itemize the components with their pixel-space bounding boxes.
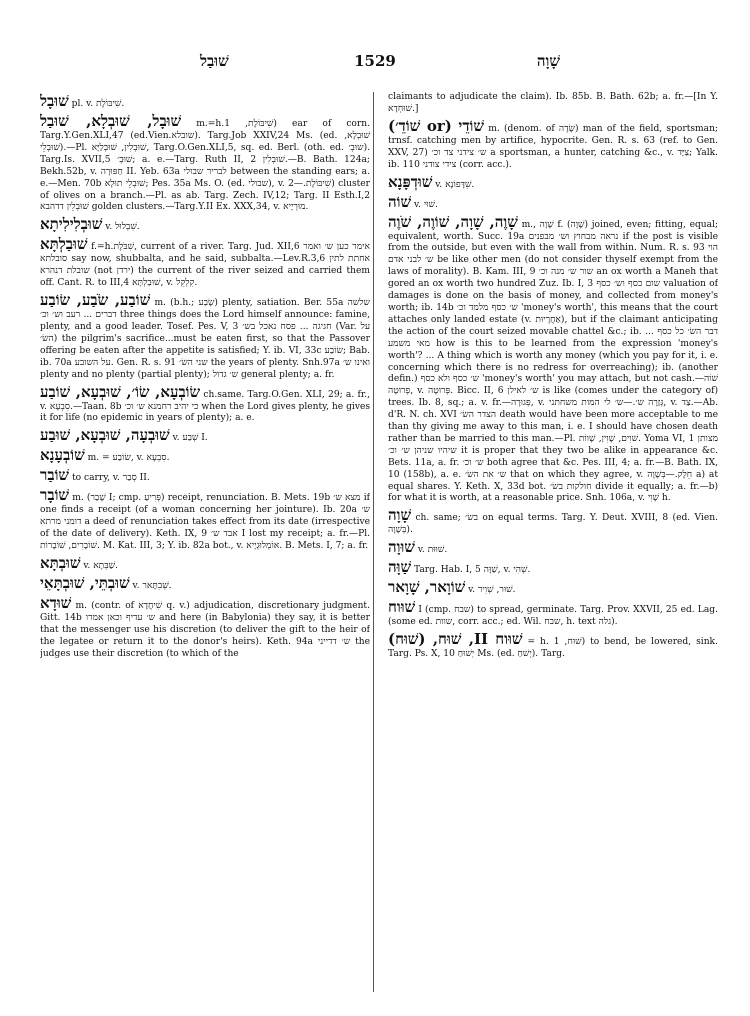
dictionary-entry <box>40 383 370 426</box>
entry-definition: f.=h.שִׁבֹּלֶת, current of a river. Targ. Jud. XII,6 אימר כען ש׳ ואמר סובלתא say now, shubbalta, and he said, subbalta.—Lev.R.3,6 אחתת לתין שובלת דנהרא (not ירדן) the current of the river seized and carried them off. Cant. R. to III,4 שׁוּבַלְתָּא, v. קִלְקֵל. <box>40 242 370 289</box>
entry-headword: שׁוּבְעָה, שׁוּבְעָא, שׁוּבַע <box>40 426 170 445</box>
entry-definition: ch.same. Targ.O.Gen. XLI, 29; a. fr., v. סִבְעָא.—Taan. 8b כי יהיב רחמנא ש׳ וכ׳ when the Lord gives plenty, he gives it for life (no epidemic in years of plenty); a. e. <box>40 389 370 424</box>
entry-headword: שׁוּבָל, שׁוּבְלָא, שׁוּבַל <box>40 112 182 130</box>
entry-headword: שׁוּבַלְתָּא <box>40 235 88 254</box>
entry-headword: שׁוּבְתֵּי, שׁוּבְתָּאֵי <box>40 573 130 592</box>
entry-definition: v. שַׁבְּתָא. <box>83 560 118 571</box>
entry-headword: שׁוּדָא <box>40 593 72 612</box>
entry-definition: = h. שׁוּח, 1) to bend, be lowered, sink. Targ. Ps. X, 10 יְשׁוּחַ Ms. (ed. יְשׁחַ). Targ. <box>388 637 718 660</box>
right-column <box>388 92 718 992</box>
entry-definition: m., שָׁוָה f. (שָׁוָה) joined, even; fitting, equal; equivalent, worth. Succ. 19a נראה מבחוץ וש׳ מבפנים if the post is visible from the outside, but even with the wall from within. Num. R. s. 93 הוי ש׳ לבני אדם be like other men (do not consider thyself exempt from the laws of morality). B. Kam. III, 9 שור ש׳ מנה וכ׳ an ox worth a Maneh that gored an ox worth two hundred Zuz. Ib. I, 3 שום כסף וש׳ כסף valuation of damages is done on the basis of money, and collected from money's worth; ib. 14b ש׳ כסף מלמד וכ׳ 'money's worth', this means that the court attaches only landed estate (v. אַחֲרָיוּת), but if the claimant anticipating the action of the court seized movable chattel &c.; ib. ... דבר השׂ׳ כל כסף מאי משמע how is this to be learned from the expression 'money's worth'? ... A thing which is worth any money (which you pay for it, i. e. concerning which there is no redress for overreaching); ib. (another defin.) ש׳ כסף ולא כסף 'money's worth' you may attach, but not cash.—שׁוֹה פְרוּטָה, v. פְּרוּטָה. Bicc. II, 6 ש׳ לאילן is like (comes under the category of) trees. Ib. 8, sq.; a. v. fr.—פְּגוּרָה, v. גְּזַרָה ש׳.—ש׳ לי המות משחתני, v. צַד.—Ab. d'R. N. ch. XVI הצדר השׂ׳ death would have been more acceptable to me than thy giving me away to this man, i. e. I should have chosen death rather than be married to this man.—Pl. שׁוִים, שָׁוִין, שָׁווֹת. Yoma VI, 1 מצותן שיהיו שניהן ש׳ וכ׳ it is proper that they two be alike in appearance &c. Bets. 11a, a. fr. ש׳ וכ׳ both agree that &c. Pes. III, 4; a. fr.—B. Bath. IX, 10 (158b), a. e. ש׳ את השׂ׳ that on which they agree, v. חֵלֶק.—בְּשָׁוֶה a) at equal shares. Y. Keth. X, 33d bot. חולקות בשׂ׳ divide it equally; a. fr.—b) for what it is worth, at a reasonable price. Snh. 106a, v. שָׁוִי h. <box>388 219 718 504</box>
entry-definition: m. (b.h.; שָׂבַע) plenty, satiation. Ber. 55a שלשה דברים ... רעב וש׳ וכ׳ three things does the Lord himself announce: famine, plenty, and a good leader. Tosef. Pes. V, 3 חגיגה ... פסח נאכל בש׳ (Var. על השׂ׳) the pilgrim's sacrifice...must be eaten first, so that the Passover offering be eaten after the appetite is satisfied; Y. ib. VI, 33c שׂוֹבַע; Bab. ib. 70a על השובע. Gen. R. s. 91 שני השׂ׳ the years of plenty. Snh.97a ואינו ש׳ plenty and no plenty (partial plenty); ש׳ גדול general plenty; a. fr. <box>40 298 370 380</box>
dictionary-entry <box>40 112 370 214</box>
dictionary-entry <box>388 598 718 629</box>
dictionary-entry <box>388 538 718 557</box>
dictionary-entry <box>388 193 718 212</box>
page-number: 1529 <box>354 52 396 70</box>
entry-headword: שָׁוָה <box>388 506 412 525</box>
entry-headword: שׁוּוח II, שׁוּח, (שׁוּח) <box>388 630 523 649</box>
dictionary-entry <box>388 213 718 506</box>
dictionary-entry <box>388 558 718 577</box>
dictionary-entry <box>40 554 370 573</box>
entry-definition: m.=h.שִׁיבּוֹלֶת, 1) ear of corn. Targ.Y.Gen.XLI,47 (ed.Vien.שובלא). Targ.Job XXIV,24 Ms. (ed. שׁוּבְלָא, שׁוּבְלֵי).—Pl. שׁוּבְלִין, שׁוּבְלַיָּא, Targ.O.Gen.XLI,5, sq. ed. Berl. (oth. ed. שוּבְ׳). Targ.Is. XVII,5 שׁוּבְ׳; a. e.—Targ. Ruth II, 2 שׁוּבְלִין.—B. Bath. 124a; Bekh.52b, v. חַפּוּרָה II. Yeb. 63a לבריר שבולי between the standing ears; a. e.—Men. 70b שׁוּבְלֵי תוּלָא; Pes. 35a Ms. O. (ed. שבולי), v. שִׁיבּוֹלֶת.—2) cluster of olives on a branch.—Pl. as ab. Targ. Zech. IV,12; Targ. II Esth.I,2 שׁוּבְלֵין דדהבא golden clusters.—Targ.Y.II Ex. XXX,34, v. מוּרְיָיא. <box>40 119 370 213</box>
entry-headword: שׁוֹוָאר, שָׁוָאר <box>388 578 466 597</box>
dictionary-entry <box>388 630 718 661</box>
page-header <box>40 52 710 78</box>
entry-definition: pl. v. שִׁיבּוֹלֶת. <box>71 99 125 109</box>
dictionary-entry <box>388 578 718 597</box>
entry-definition: Targ. Hab. I, 5 שַׁוָּה, v. שְׁהִי. <box>414 565 531 576</box>
entry-headword: שׁוּבְלִילִיתָא <box>40 215 103 234</box>
entry-definition: v. שׁוּי. <box>414 199 438 210</box>
entry-headword: שׁוּבְתָּא <box>40 553 81 572</box>
dictionary-entry <box>40 486 370 553</box>
entry-definition: m. = שׂוֹבַע, v. סִבְעָא. <box>87 453 170 464</box>
dictionary-entry <box>388 506 718 537</box>
dictionary-entry <box>388 117 718 172</box>
entry-headword: שׁוּוח <box>388 598 416 617</box>
dictionary-entry <box>40 426 370 445</box>
entry-definition: v. שׁוּוּת. <box>417 545 448 556</box>
column-divider <box>373 92 374 992</box>
entry-headword: שׂוֹבְעָא, שׂוֹ׳, שׁוּבְעָא, שׁוֹבַע <box>40 382 201 401</box>
entry-definition: m. (שָׁבַר I; cmp. פְּרִיעַ) receipt, renunciation. B. Mets. 19b מצא ש׳ if one finds a receipt (of a woman concerning her jointure). Ib. 20a ש׳ דומני מרתא a deed of renunciation takes effect from its date (irrespective of the date of delivery). Keth. IX, 9 אבד ש׳ I lost my receipt; a. fr.—Pl. שׁוֹבָרִים, שׁוֹבָרוֹת. M. Kat. III, 3; Y. ib. 82a bot., v. אוֹמְלוּגְיָיא. B. Mets. I, 7; a. fr. <box>40 493 370 552</box>
entry-headword: שַׁוָּה <box>388 558 412 577</box>
dictionary-entry <box>40 215 370 234</box>
right-running-head: שָׁוָה <box>536 52 560 70</box>
dictionary-entry <box>40 446 370 465</box>
entry-headword: שׁוּבָל <box>40 92 69 110</box>
left-column <box>40 92 370 992</box>
left-running-head: שׁוּבַל <box>200 52 229 70</box>
entry-headword: שׁוּוָה <box>388 538 415 557</box>
entry-headword: שׁוֹבַר <box>40 466 70 485</box>
entry-headword: שׁוֹבַע, שֹׂבַע, שׂוֹבַע <box>40 291 151 310</box>
dictionary-entry <box>388 173 718 192</box>
entry-headword: שׁוֹה <box>388 192 412 211</box>
entry-definition: v. שִׁדָּפוֹנָא. <box>435 179 475 190</box>
entry-definition: v. שִׁבְלוּל. <box>105 222 140 233</box>
entry-definition: v. שְׁבִתָּאר. <box>132 580 172 591</box>
entry-headword: שָׁוֶה, שָׁוָה, שׁוֹוֶה, שֹׁוֶה <box>388 212 518 231</box>
entry-headword: שׁוֹבָר <box>40 486 70 505</box>
entry-definition: to carry, v. סְבַר II. <box>71 473 150 484</box>
dictionary-entry <box>40 466 370 485</box>
dictionary-entry <box>40 574 370 593</box>
entry-definition: m. (contr. of שִׁיחֲדָא q. v.) adjudication, discretionary judgment. Gitt. 14b ש׳ עדיף וכאן אמרו and here (in Babylonia) they say, it is better that the messenger use his discretion (to deliver the gift to the heir of the legatee or return it to the donor's heirs). Keth. 94a ש׳ דדייני the judges use their discretion (to which of the <box>40 600 370 659</box>
entry-definition: m. (denom. of שָׂדֶה) man of the field, sportsman; trnsf. catching men by artifice, hypocrite. Gen. R. s. 63 (ref. to Gen. XXV, 27) ש׳ צידני צד וכ׳ a sportsman, a hunter, catching &c., v. צַיָּד; Yalk. ib. 110 צידי צודני (corr. acc.). <box>388 123 718 170</box>
entry-headword: שׁוֹבְעָנָא <box>40 446 85 465</box>
dictionary-entry <box>40 594 370 661</box>
entry-definition: ch. same; בשׂ׳ on equal terms. Targ. Y. Deut. XVIII, 8 (ed. Vien. בְּשָׁוָה). <box>388 513 718 536</box>
entry-definition: v. שְׁבַע I. <box>172 433 208 444</box>
dictionary-entry <box>40 92 370 111</box>
entry-headword: שׁוּדְפָּנָא <box>388 172 433 191</box>
dictionary-entry <box>40 291 370 381</box>
entry-definition: I (cmp. שבח) to spread, germinate. Targ. Prov. XXVII, 25 ed. Lag. (some ed. שוות, corr. acc.; ed. Wil. שבח, h. text גלה). <box>388 605 718 628</box>
entry-definition: v. שׁוּר, שְׁוִיר. <box>468 585 516 596</box>
entry-definition: claimants to adjudicate the claim). Ib. 85b. B. Bath. 62b; a. fr.—[In Y. שׁוּחְדָא.] <box>388 92 718 114</box>
dictionary-entry <box>388 92 718 116</box>
entry-headword: שׁוֹדֵי (or שׁוֹדֵ׳) <box>388 116 485 135</box>
dictionary-entry <box>40 235 370 290</box>
